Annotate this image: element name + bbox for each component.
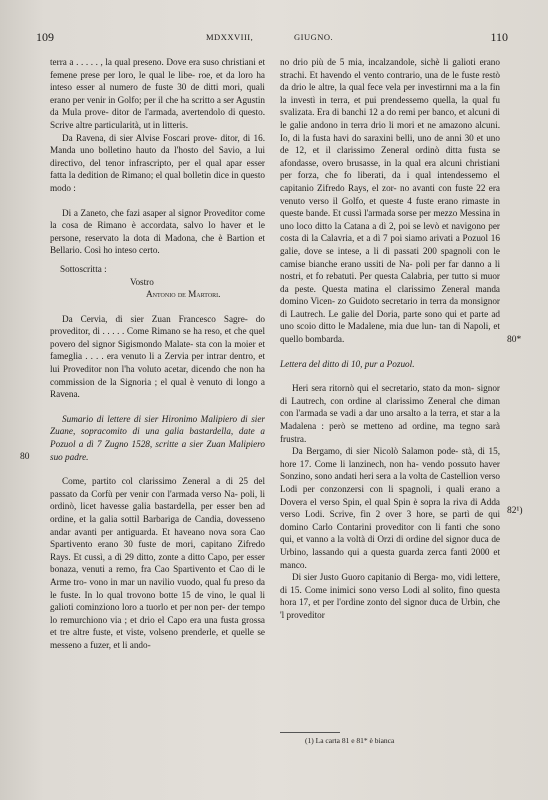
- running-header: [36, 30, 508, 46]
- header-year: MDXXVIII,: [206, 32, 254, 42]
- margin-number-right-1: 80*: [507, 335, 522, 345]
- footnote: (1) La carta 81 e 81* è bianca: [305, 736, 395, 745]
- header-month: GIUGNO.: [294, 32, 334, 42]
- margin-number-left: 80: [20, 452, 30, 462]
- right-letter-title: Lettera del ditto di 10, pur a Pozuol.: [280, 358, 415, 369]
- signature-block: [50, 263, 265, 301]
- left-paragraph-4: Da Cervia, di sier Zuan Francesco Sagre- do proveditor, di . . . . . Come Rimano se ha reso, et che quel povero del signor Sigismondo Malate- sta con la moier et fameglia . . . . era venuto li a Zervia per intrar dentro, et lui Proveditor non l'ha voluto acetar, dicendo che non ha commission de la Signoria ; el qual è venuto di longo a Ravena.: [50, 313, 265, 400]
- footnote-rule: [280, 732, 340, 733]
- right-paragraph-4: Di sier Justo Guoro capitanio di Berga- mo, vidi lettere, di 15. Come inimici sono verso Lodi al solito, fino questa hora 17, et per l'ordine zonto del signor duca de Urbin, che 'l proveditor: [280, 572, 500, 620]
- right-paragraph-1: no drio più de 5 mia, incalzandole, sichè li galioti erano strachi. Et havendo el vento contrario, una de le fuste restò da drio le altre, la qual fece vela per investirnni ma a la fin la investì in terra, et pui prendessemo quella, la qual fu svalizata. Era di banchi 12 a do remi per banco, et alcuni di le galie andono in terra drio li mori et ne amazono alcuni. Io, di la fusta havi do saraxini belli, uno de anni 30 et uno de 12, et il clarissimo Zeneral ordinò ditta fusta se afondasse, overo brusasse, in la qual era alcuni christiani per forza, che fo liberati, da i qual intendessemo el capitanio Zifredo Rays, el zor- no avanti con fuste 22 era venuto verso il Golfo, et queste 4 fuste erano rimaste in queste bande. Et cussì l'armada sorse per mezzo Messina in uno loco ditto la Catana a dì 2, poi se levò et navigono per costa di la Calavria, et a dì 7 poi siamo arivati a Pozuol 16 galie, dove se intese, a li dì passati 200 spagnoli con le camise bianche erano ussiti de Na- poli per far danno a li nostri, et fo rebatuti. Per questa Calabria, per tutto si muor da peste. Questa matina el clarissimo Zeneral manda domino Vicen- zo Guidoto secretario in terra da monsignor di Lautrech. Le galie del Doria, parte sono qui et parte ad uno scoio ditto le Madalene, mia due lun- tan di Napoli, et quello bombarda.: [280, 57, 500, 345]
- left-paragraph-3: Di a Zaneto, che fazi asaper al signor Proveditor come la cosa de Rimano è accordata, salvo lo haver et le persone, reservato la dota di Madona, che è Bartion et Bellario. Così ho inteso certo.: [50, 207, 265, 256]
- left-paragraph-6: Come, partito col clarissimo Zeneral a di 25 del passato da Corfù per venir con l'armada verso Na- poli, li ordinò, licet havesse galia bastardella, per esser ben ad ordine, et la galia sottil Barbariga de Candia, dovesseno andar avanti per antiguarda. Et haveano nova sora Cao Spartivento erano 30 fuste de mori, capitano Zifredo Rays. Et cussì, a dì 29 ditto, zonte a ditto Capo, per esser bonaza, venuti a remo, fra Cao Spartivento et Cao di le Arme tro- vono in mar un navilio vuodo, qual fu preso da le fuste. In lo qual trovono botte 15 de vino, le qual li galioti cominziono loro a tuorlo et per non per- der tempo lo remurchiono via ; et drio el Capo era una fusta grossa et tre altre fuste, et viste, volseno prenderle, et quelle se messeno a fuzer, et li ando-: [50, 476, 265, 650]
- page-number-right: 110: [490, 30, 508, 44]
- right-column: [280, 56, 500, 622]
- left-paragraph-1: terra a . . . . . , la qual preseno. Dove era suso christiani et femene prese per loro, le qual le libe- roe, et da loro ha inteso esser al numero de fuste 30 de ditti mori, quali erano per venir in Golfo; per il che ha scritto a ser Agustin da Mula prove- ditor de l'armada, avertendolo di questo. Scrive altre particularità, ut in litteris.: [50, 57, 265, 130]
- left-column: [50, 56, 265, 652]
- left-paragraph-2: Da Ravena, di sier Alvise Foscari prove- ditor, di 16. Manda uno bolletino hauto da l'hosto del Savio, a lui directivo, del tenor infrascripto, per el qual apar esser fatta la dedition de Rimano; el qual bolletin dice in questo modo :: [50, 132, 265, 193]
- margin-number-right-2: 82¹): [507, 506, 523, 516]
- page-number-left: 109: [36, 30, 54, 44]
- signature-label: Sottoscritta :: [60, 263, 107, 274]
- right-paragraph-3: Da Bergamo, di sier Nicolò Salamon pode- stà, di 15, hore 17. Come li lanzinech, non ha- vendo possuto haver Sonzino, sono andati heri sera a la volta de Castellion verso Lodi per conzonzersi con li spagnoli, i quali erano a Dovera el verso Spin, el qual Spin è sopra la riva di Adda verso Lodi. Scrive, fin 2 over 3 hore, se partì de qui domino Carlo Contarini proveditor con li fanti che sono qui, et vanno a la voltà di Orzi di ordine del signor duca de Urbino, lassando qui a questa guarda zerca fanti 2000 et manco.: [280, 446, 500, 570]
- signature-name: Antonio de Martori.: [146, 289, 221, 300]
- left-section-heading: Sumario di lettere di sier Hironimo Malipiero di sier Zuane, sopracomito di una galia bastardella, date a Pozuol a dì 7 Zugno 1528, scritte a sier Zuan Malipiero suo padre.: [50, 413, 265, 462]
- right-paragraph-2: Heri sera ritornò qui el secretario, stato da mon- signor di Lautrech, con ordine al clarissimo Zeneral che diman con l'armada se vadi a dar uno arsalto a la terra, et star a la Madalena : però se metteno ad ordine, ma tegno sarà frustra.: [280, 383, 500, 444]
- signature-closing: Vostro: [130, 276, 154, 287]
